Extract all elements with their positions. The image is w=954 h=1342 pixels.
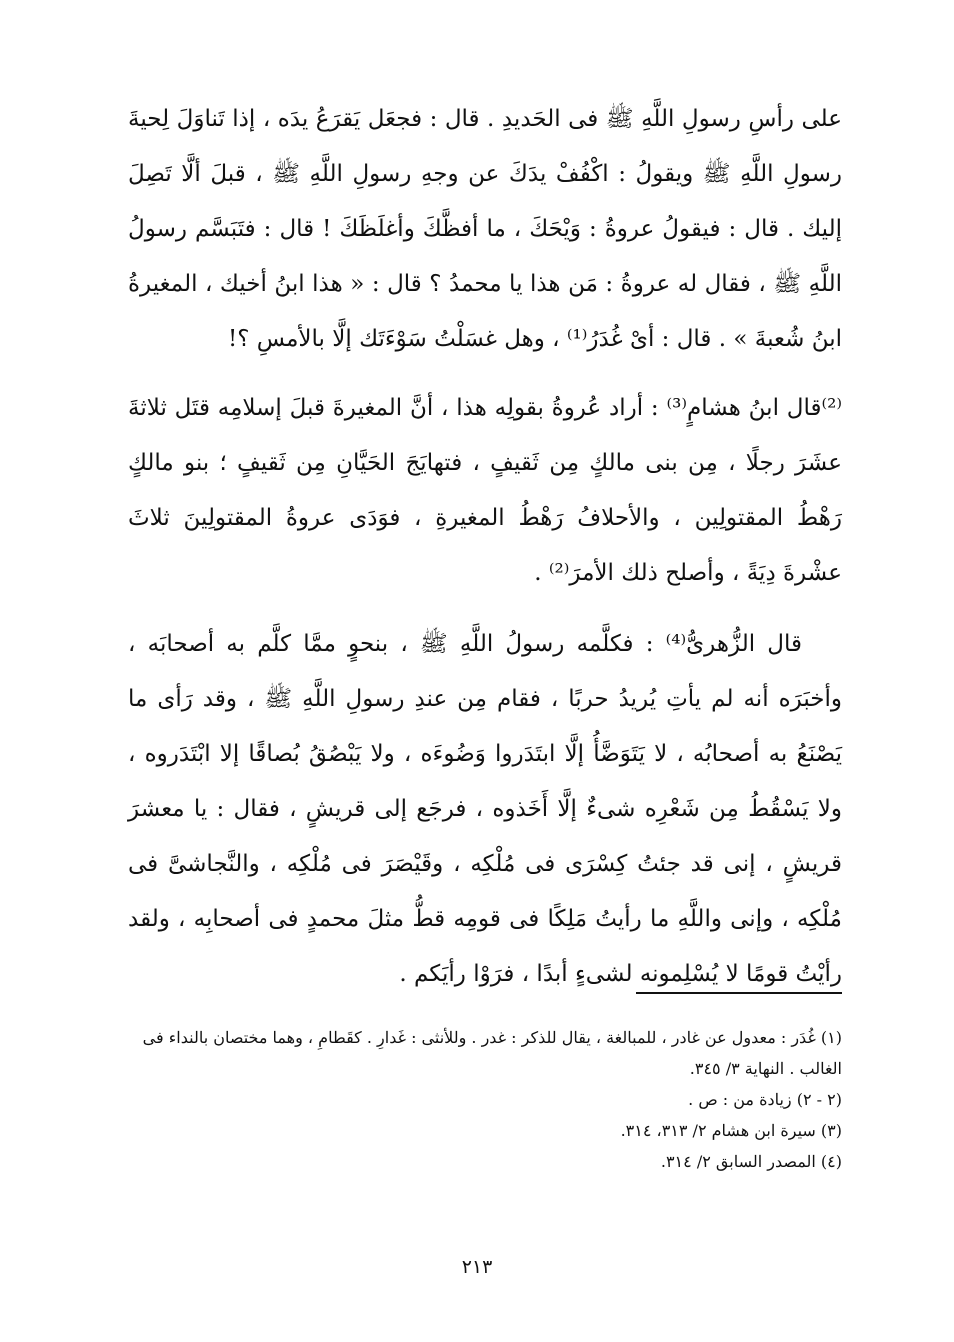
footnote-separator — [636, 992, 842, 994]
main-text-body — [128, 92, 842, 1002]
footnote-2: (٢ - ٢) زيادة من : ص . — [688, 1090, 842, 1109]
page-number: ٢١٣ — [461, 1256, 493, 1278]
paragraph-hadith-urwa: على رأسِ رسولِ اللَّهِ ﷺ فى الحَديدِ . قال : فجعَل يَقرَعُ يدَه ، إذا تَناوَلَ لِحيةَ رسولِ اللَّهِ ﷺ ويقولُ : اكْفُفْ يدَكَ عن وجهِ رسولِ اللَّهِ ﷺ ، قبلَ ألَّا تَصِلَ إليك . قال : فيقولُ عروةُ : وَيْحَكَ ، ما أفظَّكَ وأغلَظَكَ ! قال : فتَبَسَّم رسولُ اللَّهِ ﷺ ، فقال له عروةُ : مَن هذا يا محمدُ ؟ قال : « هذا ابنُ أخيك ، المغيرةُ ابنُ شُعبةَ » . قال : أىْ غُدَرُ⁽¹⁾ ، وهل غسَلْتُ سَوْءَتَك إلَّا بالأمسِ ؟! — [128, 106, 842, 352]
footnote-4: (٤) المصدر السابق ٢/ ٣١٤. — [660, 1152, 842, 1171]
paragraph-ibn-hisham-note: ⁽²⁾قال ابنُ هشامٍ⁽³⁾ : أراد عُروةُ بقولِه هذا ، أنَّ المغيرةَ قبلَ إسلامِه قتَل ثلاثةَ عشَرَ رجلًا ، مِن بنى مالكٍ مِن ثَقيفٍ ، فتهايَجَ الحَيَّانِ مِن ثَقيفٍ ؛ بنو مالكٍ رَهْطُ المقتولِين ، والأحلافُ رَهْطُ المغيرةِ ، فوَدَى عروةُ المقتولِينَ ثلاثَ عشْرةَ دِيَةً ، وأصلح ذلك الأمرَ⁽²⁾ . — [128, 395, 843, 586]
footnotes-section — [128, 1022, 842, 1177]
footnote-3: (٣) سيرة ابن هشام ٢/ ٣١٣، ٣١٤. — [620, 1121, 842, 1140]
footnote-1: (١) غُدَر : معدول عن غادر ، للمبالغة ، يقال للذكر : غدر . وللأنثى : غَدارِ . كقَطامِ ، وهما مختصان بالنداء فى الغالب . النهاية ٣/ ٣٤٥. — [142, 1028, 842, 1078]
paragraph-zuhri: قال الزُّهرىُّ⁽⁴⁾ : فكلَّمه رسولُ اللَّهِ ﷺ ، بنحوٍ ممَّا كلَّم به أصحابَه ، وأخبَرَه أنه لم يأتِ يُريدُ حربًا ، فقام مِن عندِ رسولِ اللَّهِ ﷺ ، وقد رَأى ما يَصْنَعُ به أصحابُه ، لا يَتَوَضَّأُ إلَّا ابتَدَروا وَضُوءَه ، ولا يَبْصُقُ بُصاقًا إلا ابْتَدَروه ، ولا يَسْقُطُ مِن شَعْرِه شىءٌ إلَّا أَخَذوه ، فرجَع إلى قريشٍ ، فقال : يا معشرَ قريشٍ ، إنى قد جئتُ كِسْرَى فى مُلْكِه ، وقَيْصَرَ فى مُلْكِه ، والنَّجاشىَّ فى مُلْكِه ، وإنى واللَّهِ ما رأيتُ مَلِكًا فى قومِه قطُّ مثلَ محمدٍ فى أصحابِه ، ولقد رأيْتُ قومًا لا يُسْلِمونه لشىءٍ أبدًا ، فرَوْا رأيَكم . — [128, 631, 842, 987]
